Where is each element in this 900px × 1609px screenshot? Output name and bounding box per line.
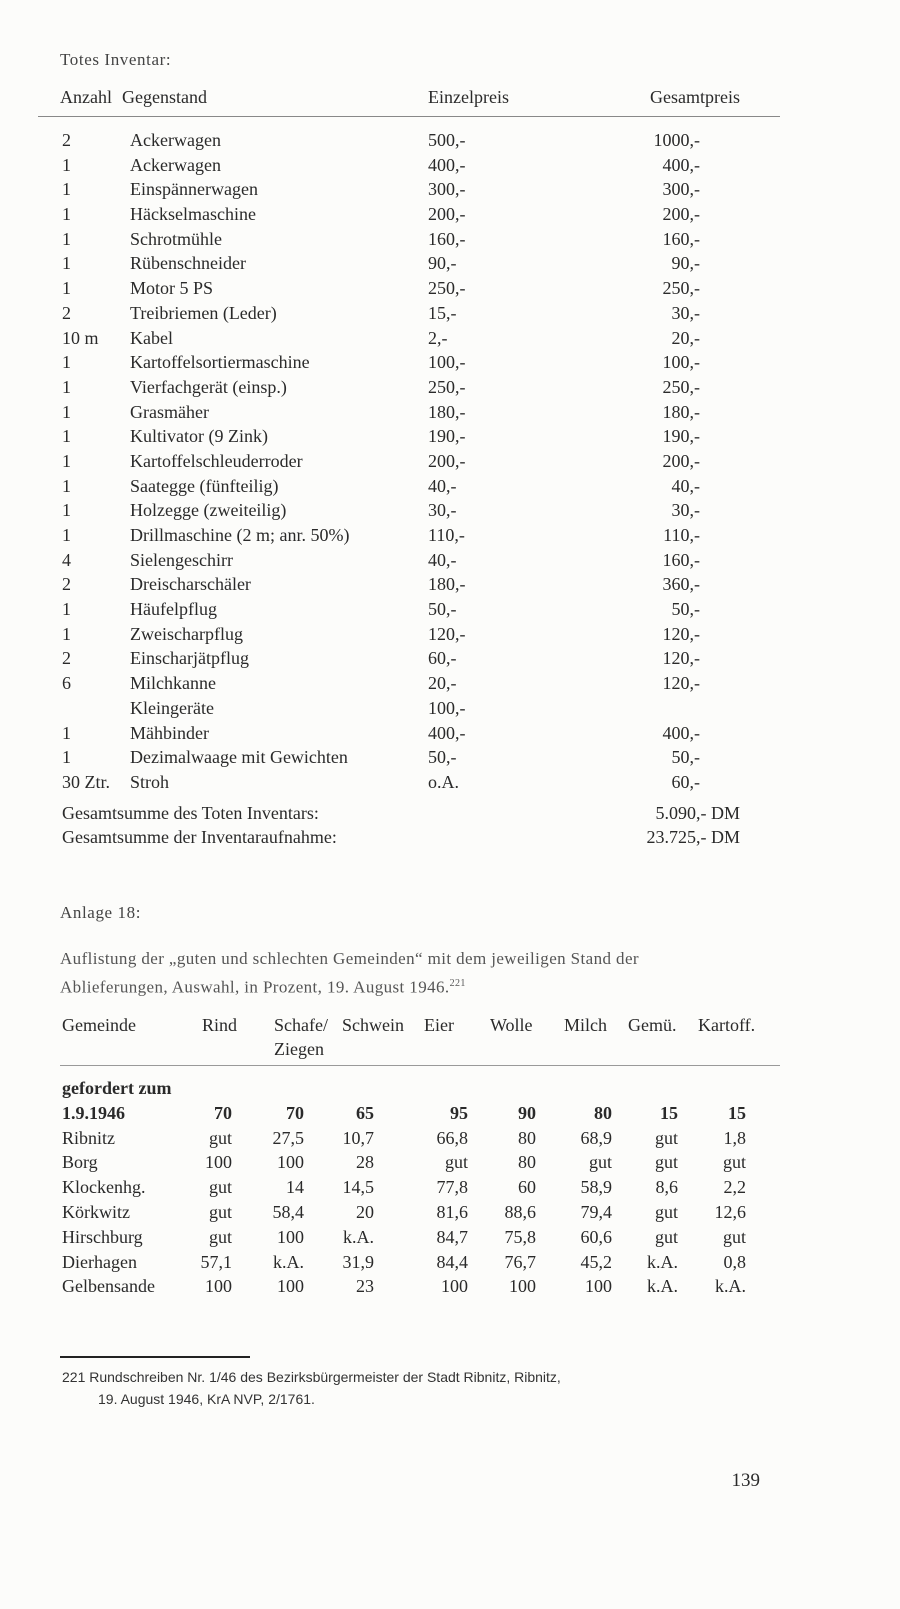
inventory-item: Einspännerwagen	[130, 179, 258, 200]
inventory-item: Schrotmühle	[130, 228, 222, 249]
value-rind: 100	[205, 1152, 232, 1173]
communities-header-divider	[60, 1065, 780, 1066]
inventory-row	[0, 721, 900, 746]
inventory-qty: 2	[62, 302, 71, 323]
anlage-label: Anlage 18:	[60, 903, 142, 922]
inventory-qty: 1	[62, 253, 71, 274]
inventory-row	[0, 498, 900, 523]
inventory-qty: 1	[62, 426, 71, 447]
community-name: Borg	[62, 1152, 98, 1173]
inventory-total-price: 400,-	[662, 722, 700, 743]
caption-text: Auflistung der „guten und schlechten Gemeinden“ mit dem jeweiligen Stand der Ablieferungen, Auswahl, in Prozent, 19. August 1946.	[60, 949, 639, 997]
value-wolle: 75,8	[504, 1226, 536, 1247]
caption-footnote-mark: 221	[449, 978, 466, 989]
inventory-item: Sielengeschirr	[130, 549, 233, 570]
value-schwein: 10,7	[342, 1127, 374, 1148]
inventory-total-price: 110,-	[663, 525, 700, 545]
value-schafe: 70	[286, 1102, 304, 1123]
inventory-row	[0, 745, 900, 770]
inventory-item: Dreischarschäler	[130, 574, 251, 595]
inventory-item: Treibriemen (Leder)	[130, 302, 277, 323]
community-name: Ribnitz	[62, 1127, 115, 1148]
inventory-qty: 4	[62, 549, 71, 570]
inventory-unit-price: 120,-	[428, 623, 466, 644]
inventory-total-price: 300,-	[662, 179, 700, 200]
value-milch: 100	[585, 1276, 612, 1297]
inventory-qty: 30 Ztr.	[62, 771, 110, 792]
value-kartoff: 0,8	[723, 1251, 746, 1272]
inventory-header-row	[0, 87, 900, 111]
page-number: 139	[731, 1470, 760, 1491]
header-wolle: Wolle	[490, 1015, 533, 1035]
inventory-row	[0, 326, 900, 351]
inventory-item: Kabel	[130, 327, 173, 348]
value-milch: gut	[588, 1152, 612, 1173]
value-wolle: 100	[509, 1276, 536, 1297]
value-schwein: 20	[356, 1201, 374, 1222]
value-rind: 70	[214, 1102, 232, 1123]
header-einzelpreis: Einzelpreis	[428, 87, 509, 107]
inventory-unit-price: 50,-	[428, 599, 457, 620]
inventory-item: Holzegge (zweiteilig)	[130, 500, 287, 521]
inventory-row	[0, 646, 900, 671]
inventory-qty: 1	[62, 475, 71, 496]
sum-total-value: 23.725,- DM	[646, 827, 740, 847]
value-schafe: 14	[286, 1177, 304, 1198]
value-schwein: 23	[356, 1276, 374, 1297]
inventory-total-price: 60,-	[671, 771, 700, 792]
value-wolle: 88,6	[504, 1201, 536, 1222]
value-schwein: k.A.	[343, 1226, 374, 1247]
inventory-total-price: 250,-	[662, 376, 700, 397]
value-gemue: 15	[660, 1102, 678, 1123]
inventory-row	[0, 572, 900, 597]
inventory-qty: 1	[62, 599, 71, 620]
inventory-unit-price: 90,-	[428, 253, 457, 274]
inventory-unit-price: 190,-	[428, 426, 466, 447]
community-row	[0, 1200, 900, 1225]
inventory-total-price: 200,-	[662, 450, 700, 471]
inventory-total-price: 160,-	[662, 549, 700, 570]
header-anzahl: Anzahl	[60, 87, 112, 107]
sum-total-label: Gesamtsumme der Inventaraufnahme:	[62, 827, 337, 847]
value-kartoff: gut	[722, 1226, 746, 1247]
value-gemue: gut	[654, 1201, 678, 1222]
value-wolle: 90	[518, 1102, 536, 1123]
value-kartoff: k.A.	[715, 1276, 746, 1297]
value-eier: 81,6	[436, 1201, 468, 1222]
inventory-row	[0, 400, 900, 425]
inventory-total-price: 180,-	[662, 401, 700, 422]
inventory-qty: 10 m	[62, 327, 99, 348]
inventory-qty: 1	[62, 623, 71, 644]
community-row	[0, 1175, 900, 1200]
communities-table-body	[0, 1076, 900, 1299]
inventory-unit-price: 160,-	[428, 228, 466, 249]
inventory-item: Vierfachgerät (einsp.)	[130, 376, 287, 397]
value-kartoff: 12,6	[714, 1201, 746, 1222]
inventory-row	[0, 622, 900, 647]
value-eier: gut	[444, 1152, 468, 1173]
inventory-unit-price: 400,-	[428, 722, 466, 743]
value-rind: gut	[208, 1127, 232, 1148]
inventory-unit-price: 400,-	[428, 154, 466, 175]
value-eier: 84,4	[436, 1251, 468, 1272]
inventory-item: Mähbinder	[130, 722, 209, 743]
value-gemue: gut	[654, 1127, 678, 1148]
inventory-total-price: 400,-	[662, 154, 700, 175]
inventory-total-price: 200,-	[662, 204, 700, 225]
community-row	[0, 1225, 900, 1250]
inventory-total-price: 20,-	[671, 327, 700, 348]
inventory-total-price: 40,-	[671, 475, 700, 496]
value-wolle: 60	[518, 1177, 536, 1198]
value-rind: 100	[205, 1276, 232, 1297]
value-eier: 100	[441, 1276, 468, 1297]
inventory-unit-price: o.A.	[428, 771, 459, 792]
sum-dead-value: 5.090,- DM	[655, 803, 740, 823]
value-kartoff: gut	[722, 1152, 746, 1173]
value-eier: 66,8	[436, 1127, 468, 1148]
sum-total-row	[0, 827, 900, 851]
inventory-row	[0, 251, 900, 276]
community-row	[0, 1274, 900, 1299]
value-schwein: 65	[356, 1102, 374, 1123]
inventory-qty: 1	[62, 500, 71, 521]
inventory-total-price: 1000,-	[653, 130, 700, 150]
value-eier: 95	[450, 1102, 468, 1123]
inventory-qty: 1	[62, 722, 71, 743]
sum-dead-label: Gesamtsumme des Toten Inventars:	[62, 803, 319, 823]
inventory-qty: 1	[62, 154, 71, 175]
required-values-row	[0, 1101, 900, 1126]
community-name: 1.9.1946	[62, 1102, 125, 1123]
inventory-row	[0, 350, 900, 375]
community-name: Dierhagen	[62, 1251, 137, 1272]
header-rind: Rind	[202, 1015, 238, 1035]
inventory-row	[0, 375, 900, 400]
inventory-row	[0, 301, 900, 326]
value-kartoff: 1,8	[723, 1127, 746, 1148]
inventory-unit-price: 180,-	[428, 574, 466, 595]
inventory-item: Kartoffelschleuderroder	[130, 450, 303, 471]
inventory-item: Saategge (fünfteilig)	[130, 475, 279, 496]
inventory-row	[0, 177, 900, 202]
header-kartoff: Kartoff.	[698, 1015, 756, 1035]
inventory-item: Ackerwagen	[130, 130, 221, 150]
inventory-unit-price: 100,-	[428, 697, 466, 718]
inventory-qty: 1	[62, 450, 71, 471]
inventory-unit-price: 40,-	[428, 475, 457, 496]
inventory-qty: 1	[62, 228, 71, 249]
header-schwein: Schwein	[342, 1015, 404, 1035]
footnote-divider	[60, 1356, 250, 1358]
inventory-qty: 6	[62, 673, 71, 694]
value-wolle: 76,7	[504, 1251, 536, 1272]
inventory-table-body	[0, 128, 900, 795]
inventory-item: Einscharjätpflug	[130, 648, 249, 669]
footnote-line-1: 221 Rundschreiben Nr. 1/46 des Bezirksbürgermeister der Stadt Ribnitz, Ribnitz,	[62, 1369, 561, 1385]
value-eier: 84,7	[436, 1226, 468, 1247]
inventory-unit-price: 180,-	[428, 401, 466, 422]
inventory-row	[0, 449, 900, 474]
community-row	[0, 1150, 900, 1175]
inventory-qty: 1	[62, 204, 71, 225]
inventory-item: Ackerwagen	[130, 154, 221, 175]
inventory-row	[0, 474, 900, 499]
inventory-row	[0, 202, 900, 227]
inventory-total-price: 50,-	[671, 599, 700, 620]
value-schafe: 58,4	[272, 1201, 304, 1222]
value-schwein: 14,5	[342, 1177, 374, 1198]
inventory-item: Häufelpflug	[130, 599, 217, 620]
header-schafe: Schafe/	[274, 1015, 328, 1035]
inventory-row	[0, 424, 900, 449]
header-milch: Milch	[564, 1015, 607, 1035]
inventory-row	[0, 671, 900, 696]
inventory-unit-price: 200,-	[428, 204, 466, 225]
inventory-total-price: 120,-	[662, 673, 700, 694]
value-gemue: k.A.	[647, 1251, 678, 1272]
inventory-qty: 2	[62, 574, 71, 595]
value-schafe: 100	[277, 1152, 304, 1173]
value-rind: gut	[208, 1177, 232, 1198]
value-gemue: k.A.	[647, 1276, 678, 1297]
header-gemeinde: Gemeinde	[62, 1015, 136, 1035]
inventory-item: Stroh	[130, 771, 170, 792]
header-gegenstand: Gegenstand	[122, 87, 207, 107]
inventory-unit-price: 50,-	[428, 747, 457, 768]
community-name: Klockenhg.	[62, 1177, 146, 1198]
inventory-row	[0, 548, 900, 573]
header-eier: Eier	[424, 1015, 454, 1035]
community-name: Gelbensande	[62, 1276, 155, 1297]
inventory-total-price: 30,-	[671, 500, 700, 521]
inventory-row	[0, 523, 900, 548]
header-gemue: Gemü.	[628, 1015, 677, 1035]
inventory-total-price: 120,-	[662, 623, 700, 644]
inventory-total-price: 100,-	[662, 352, 700, 373]
inventory-unit-price: 110,-	[428, 525, 465, 545]
inventory-total-price: 30,-	[671, 302, 700, 323]
inventory-unit-price: 500,-	[428, 130, 466, 150]
required-label-row	[0, 1076, 900, 1101]
value-gemue: gut	[654, 1152, 678, 1173]
inventory-row	[0, 153, 900, 178]
value-milch: 58,9	[580, 1177, 612, 1198]
inventory-qty: 1	[62, 179, 71, 200]
value-milch: 68,9	[580, 1127, 612, 1148]
inventory-item: Dezimalwaage mit Gewichten	[130, 747, 348, 768]
inventory-item: Zweischarpflug	[130, 623, 243, 644]
value-schafe: k.A.	[273, 1251, 304, 1272]
footnote	[62, 1366, 722, 1410]
inventory-row	[0, 696, 900, 721]
value-gemue: 8,6	[655, 1177, 678, 1198]
section-title: Totes Inventar:	[60, 50, 172, 69]
inventory-total-price: 160,-	[662, 228, 700, 249]
inventory-row	[0, 128, 900, 153]
inventory-unit-price: 250,-	[428, 278, 466, 299]
inventory-qty: 1	[62, 352, 71, 373]
inventory-qty: 2	[62, 130, 71, 150]
value-rind: gut	[208, 1226, 232, 1247]
inventory-item: Milchkanne	[130, 673, 216, 694]
footnote-line-2: 19. August 1946, KrA NVP, 2/1761.	[98, 1391, 315, 1407]
community-name: Körkwitz	[62, 1201, 130, 1222]
header-ziegen: Ziegen	[274, 1039, 324, 1059]
value-schwein: 31,9	[342, 1251, 374, 1272]
inventory-qty: 2	[62, 648, 71, 669]
inventory-total-price: 360,-	[662, 574, 700, 595]
inventory-qty: 1	[62, 747, 71, 768]
community-row	[0, 1250, 900, 1275]
inventory-unit-price: 40,-	[428, 549, 457, 570]
inventory-total-price: 90,-	[671, 253, 700, 274]
value-milch: 45,2	[580, 1251, 612, 1272]
inventory-total-price: 190,-	[662, 426, 700, 447]
required-label: gefordert zum	[62, 1078, 172, 1098]
value-schafe: 100	[277, 1226, 304, 1247]
inventory-total-price: 250,-	[662, 278, 700, 299]
inventory-qty: 1	[62, 376, 71, 397]
value-milch: 80	[594, 1102, 612, 1123]
value-schwein: 28	[356, 1152, 374, 1173]
inventory-unit-price: 2,-	[428, 327, 448, 348]
value-milch: 60,6	[580, 1226, 612, 1247]
value-wolle: 80	[518, 1152, 536, 1173]
inventory-item: Rübenschneider	[130, 253, 246, 274]
inventory-item: Drillmaschine (2 m; anr. 50%)	[130, 525, 350, 545]
inventory-qty: 1	[62, 278, 71, 299]
inventory-row	[0, 227, 900, 252]
inventory-item: Kartoffelsortiermaschine	[130, 352, 310, 373]
inventory-qty: 1	[62, 401, 71, 422]
value-gemue: gut	[654, 1226, 678, 1247]
inventory-row	[0, 597, 900, 622]
inventory-item: Grasmäher	[130, 401, 209, 422]
value-rind: 57,1	[200, 1251, 232, 1272]
inventory-unit-price: 60,-	[428, 648, 457, 669]
inventory-item: Häckselmaschine	[130, 204, 256, 225]
inventory-total-price: 120,-	[662, 648, 700, 669]
inventory-unit-price: 30,-	[428, 500, 457, 521]
inventory-item: Motor 5 PS	[130, 278, 214, 299]
value-rind: gut	[208, 1201, 232, 1222]
value-kartoff: 2,2	[723, 1177, 746, 1198]
inventory-total-price: 50,-	[671, 747, 700, 768]
value-schafe: 27,5	[272, 1127, 304, 1148]
table-caption	[60, 946, 750, 1000]
value-schafe: 100	[277, 1276, 304, 1297]
sum-dead-row	[0, 803, 900, 827]
inventory-unit-price: 15,-	[428, 302, 457, 323]
value-milch: 79,4	[580, 1201, 612, 1222]
inventory-unit-price: 20,-	[428, 673, 457, 694]
header-divider	[38, 116, 780, 117]
value-kartoff: 15	[728, 1102, 746, 1123]
header-gesamtpreis: Gesamtpreis	[650, 87, 740, 107]
inventory-row	[0, 770, 900, 795]
inventory-item: Kultivator (9 Zink)	[130, 426, 268, 447]
inventory-unit-price: 300,-	[428, 179, 466, 200]
value-eier: 77,8	[436, 1177, 468, 1198]
inventory-item: Kleingeräte	[130, 697, 214, 718]
inventory-qty: 1	[62, 525, 71, 545]
value-wolle: 80	[518, 1127, 536, 1148]
community-row	[0, 1126, 900, 1151]
inventory-row	[0, 276, 900, 301]
inventory-unit-price: 250,-	[428, 376, 466, 397]
inventory-unit-price: 100,-	[428, 352, 466, 373]
community-name: Hirschburg	[62, 1226, 143, 1247]
inventory-unit-price: 200,-	[428, 450, 466, 471]
